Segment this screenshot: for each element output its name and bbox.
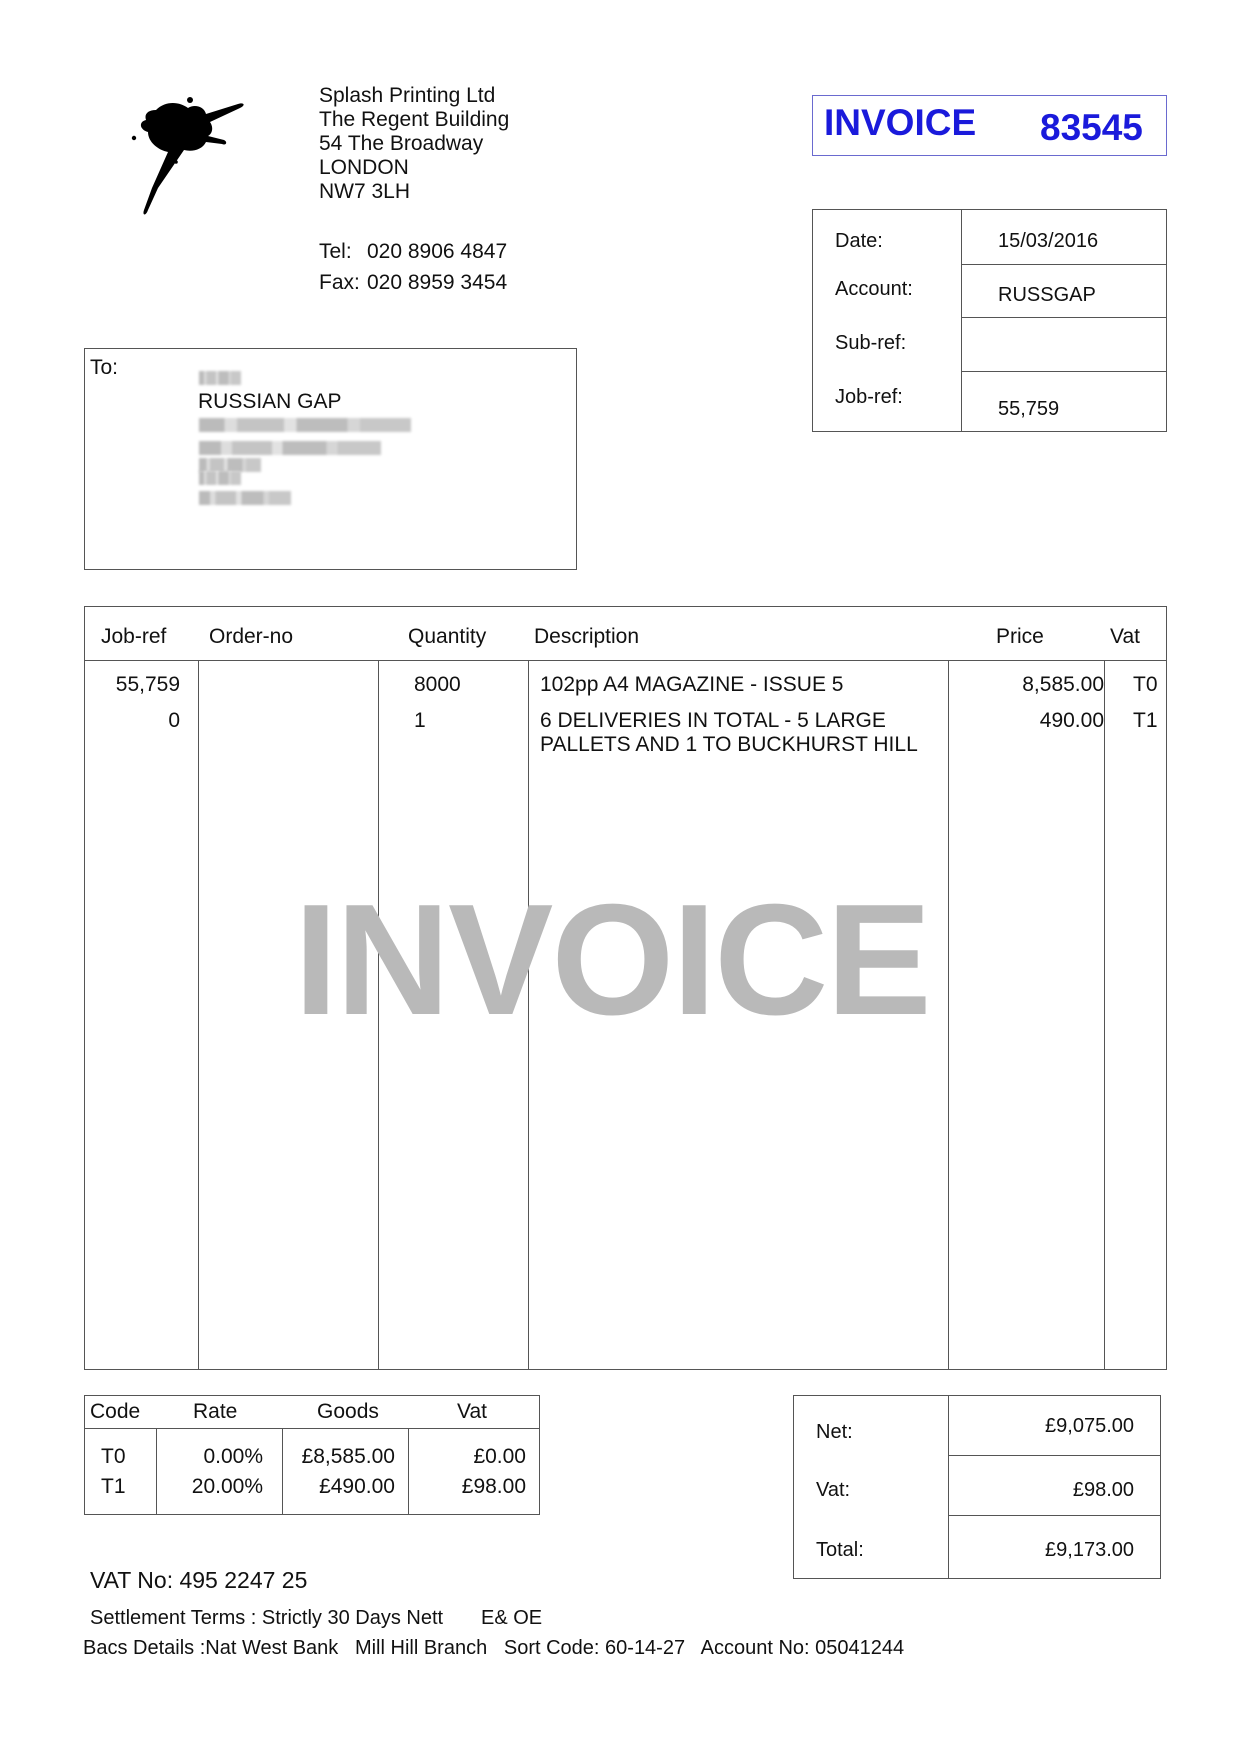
- totals-divider: [948, 1455, 1161, 1456]
- vat-row-code: T1: [101, 1475, 126, 1498]
- settlement-terms: Settlement Terms : Strictly 30 Days Nett: [90, 1607, 444, 1629]
- totals-divider: [948, 1395, 949, 1579]
- column-header-orderno: Order-no: [209, 625, 294, 648]
- vat-row-rate: 20.00%: [191, 1475, 263, 1498]
- row-quantity: 8000: [414, 673, 461, 696]
- invoice-watermark: INVOICE: [294, 872, 930, 1048]
- vat-header-code: Code: [90, 1400, 141, 1423]
- row-quantity: 1: [414, 709, 426, 732]
- redacted-text: [199, 491, 291, 505]
- tel-number: 020 8906 4847: [367, 240, 508, 263]
- company-name: Splash Printing Ltd: [319, 84, 496, 107]
- total-label: Total:: [816, 1539, 864, 1561]
- vat-row-goods: £8,585.00: [301, 1445, 395, 1468]
- jobref-value: 55,759: [998, 398, 1060, 420]
- total-value: £9,173.00: [1045, 1539, 1134, 1561]
- column-divider: [282, 1428, 283, 1515]
- vat-header-divider: [84, 1428, 540, 1429]
- to-label: To:: [90, 356, 119, 379]
- account-value: RUSSGAP: [998, 284, 1096, 306]
- fax-number: 020 8959 3454: [367, 271, 508, 294]
- column-divider: [948, 660, 949, 1370]
- bacs-details: Bacs Details :Nat West Bank Mill Hill Branch Sort Code: 60-14-27 Account No: 05041244: [83, 1637, 905, 1659]
- meta-divider: [961, 264, 1167, 265]
- row-jobref: 0: [168, 709, 180, 732]
- vat-label: Vat:: [816, 1479, 851, 1501]
- redacted-text: [199, 471, 241, 485]
- vat-header-goods: Goods: [317, 1400, 379, 1423]
- column-header-jobref: Job-ref: [101, 625, 167, 648]
- row-description: 6 DELIVERIES IN TOTAL - 5 LARGE: [540, 709, 886, 732]
- column-divider: [408, 1428, 409, 1515]
- column-header-quantity: Quantity: [408, 625, 487, 648]
- splash-logo-icon: [118, 92, 268, 222]
- subref-label: Sub-ref:: [835, 332, 907, 354]
- jobref-label: Job-ref:: [835, 386, 903, 408]
- company-address-line: LONDON: [319, 156, 409, 179]
- meta-divider: [961, 371, 1167, 372]
- recipient-box: [84, 348, 577, 570]
- vat-row-vat: £0.00: [473, 1445, 526, 1468]
- account-label: Account:: [835, 278, 913, 300]
- redacted-text: [199, 458, 261, 472]
- column-header-vat: Vat: [1110, 625, 1140, 648]
- invoice-title: INVOICE: [824, 102, 977, 143]
- vat-header-vat: Vat: [457, 1400, 487, 1423]
- net-label: Net:: [816, 1421, 853, 1443]
- vat-row-goods: £490.00: [319, 1475, 395, 1498]
- row-vat-code: T0: [1133, 673, 1158, 696]
- column-header-description: Description: [534, 625, 640, 648]
- date-label: Date:: [835, 230, 883, 252]
- recipient-name: RUSSIAN GAP: [198, 390, 342, 413]
- fax-label: Fax:: [319, 271, 360, 294]
- tel-label: Tel:: [319, 240, 352, 263]
- row-jobref: 55,759: [115, 673, 180, 696]
- row-price: 8,585.00: [1022, 673, 1104, 696]
- vat-row-code: T0: [101, 1445, 126, 1468]
- meta-divider: [961, 317, 1167, 318]
- column-divider: [198, 660, 199, 1370]
- errors-omissions-note: E& OE: [481, 1607, 543, 1629]
- row-description: 102pp A4 MAGAZINE - ISSUE 5: [540, 673, 844, 696]
- items-header-divider: [84, 660, 1167, 661]
- redacted-text: [199, 418, 411, 432]
- company-address-line: 54 The Broadway: [319, 132, 484, 155]
- redacted-text: [199, 441, 381, 455]
- invoice-number: 83545: [1040, 107, 1143, 148]
- vat-value: £98.00: [1072, 1479, 1134, 1501]
- company-address-line: NW7 3LH: [319, 180, 411, 203]
- net-value: £9,075.00: [1045, 1415, 1134, 1437]
- vat-number: VAT No: 495 2247 25: [90, 1567, 308, 1593]
- column-divider: [156, 1428, 157, 1515]
- row-price: 490.00: [1039, 709, 1104, 732]
- vat-header-rate: Rate: [193, 1400, 238, 1423]
- date-value: 15/03/2016: [998, 230, 1099, 252]
- row-vat-code: T1: [1133, 709, 1158, 732]
- vat-row-rate: 0.00%: [203, 1445, 263, 1468]
- totals-divider: [948, 1515, 1161, 1516]
- column-divider: [1104, 660, 1105, 1370]
- row-description: PALLETS AND 1 TO BUCKHURST HILL: [540, 733, 918, 756]
- company-address-line: The Regent Building: [319, 108, 510, 131]
- vat-row-vat: £98.00: [461, 1475, 526, 1498]
- redacted-text: [199, 371, 241, 385]
- column-header-price: Price: [996, 625, 1044, 648]
- meta-divider: [961, 209, 962, 432]
